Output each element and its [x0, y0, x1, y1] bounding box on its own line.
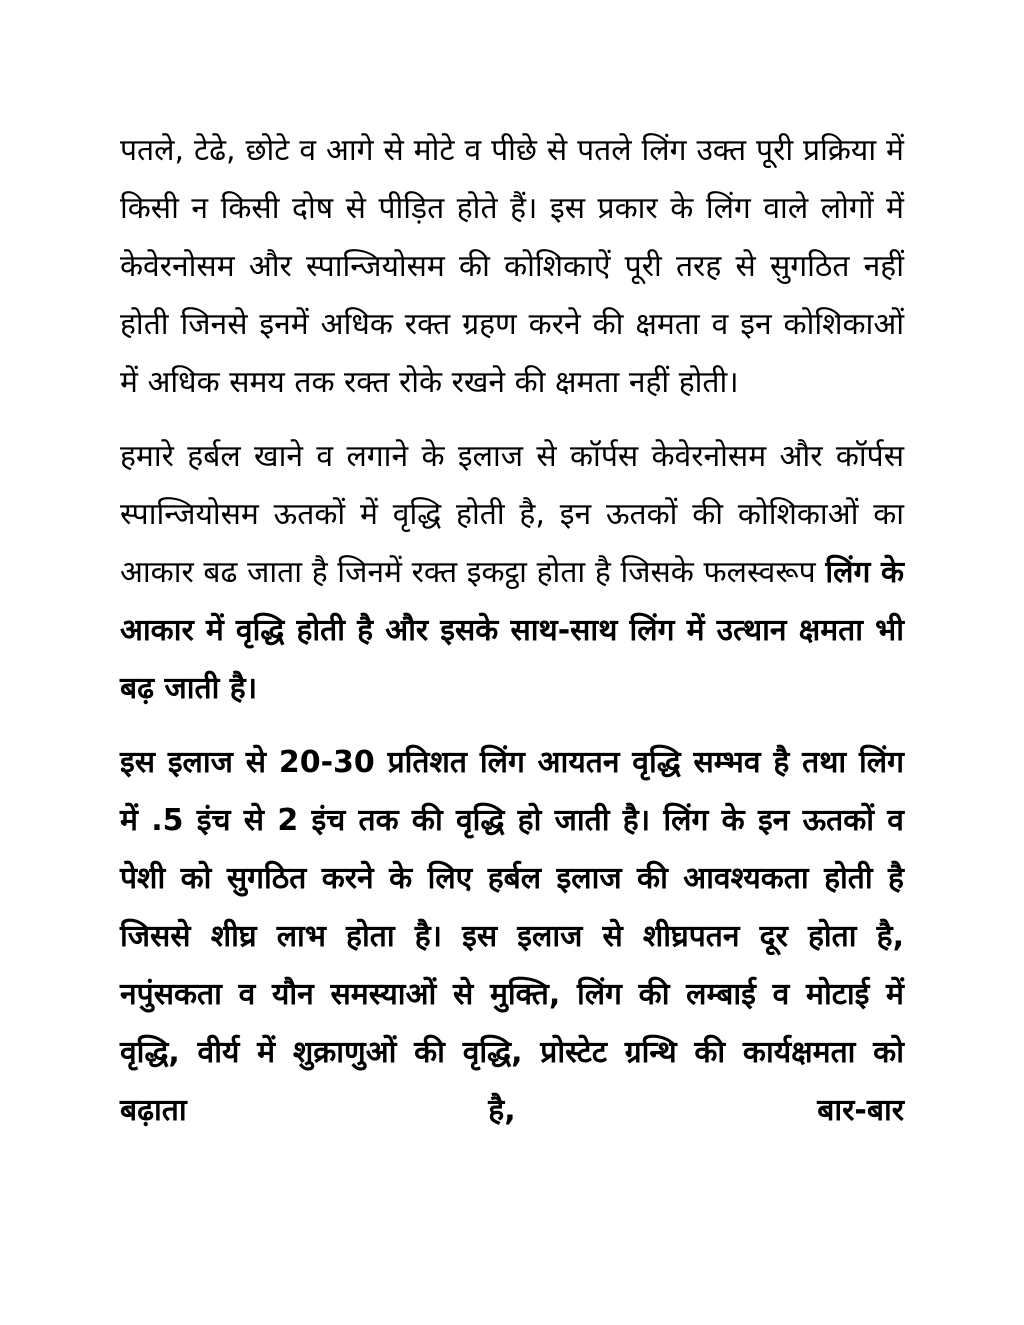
paragraph-1: पतले, टेढे, छोटे व आगे से मोटे व पीछे से पतले लिंग उक्त पूरी प्रक्रिया में किसी न किसी दोष से पीड़ित होते हैं। इस प्रकार के लिंग वाले लोगों में केवेरनोसम और स्पान्जियोसम की कोशिकाऐं पूरी तरह से सुगठित नहीं होती जिनसे इनमें अधिक रक्त ग्रहण करने की क्षमता व इन कोशिकाओं में अधिक समय तक रक्त रोके रखने की क्षमता नहीं होती।	[120, 133, 904, 400]
paragraph-2	[120, 428, 904, 718]
paragraph-3: इस इलाज से 20-30 प्रतिशत लिंग आयतन वृद्धि सम्भव है तथा लिंग में .5 इंच से 2 इंच तक की वृद्धि हो जाती है। लिंग के इन ऊतकों व पेशी को सुगठित करने के लिए हर्बल इलाज की आवश्यकता होती है जिससे शीघ्र लाभ होता है। इस इलाज से शीघ्रपतन दूर होता है, नपुंसकता व यौन समस्याओं से मुक्ति, लिंग की लम्बाई व मोटाई में वृद्धि, वीर्य में शुक्राणुओं की वृद्धि, प्रोस्टेट ग्रन्थि की कार्यक्षमता को बढ़ाता है, बार-बार	[120, 745, 904, 1128]
paragraph-2-regular-text: हमारे हर्बल खाने व लगाने के इलाज से कॉर्पस केवेरनोसम और कॉर्पस स्पान्जियोसम ऊतकों में वृद्धि होती है, इन ऊतकों की कोशिकाओं का आकार बढ जाता है जिनमें रक्त इकट्ठा होता है जिसके फलस्वरूप	[120, 439, 904, 590]
paragraph-2-bold-text: लिंग के आकार में वृद्धि होती है और इसके साथ-साथ लिंग में उत्थान क्षमता भी बढ़ जाती है।	[120, 555, 905, 706]
document-page	[120, 122, 904, 1156]
